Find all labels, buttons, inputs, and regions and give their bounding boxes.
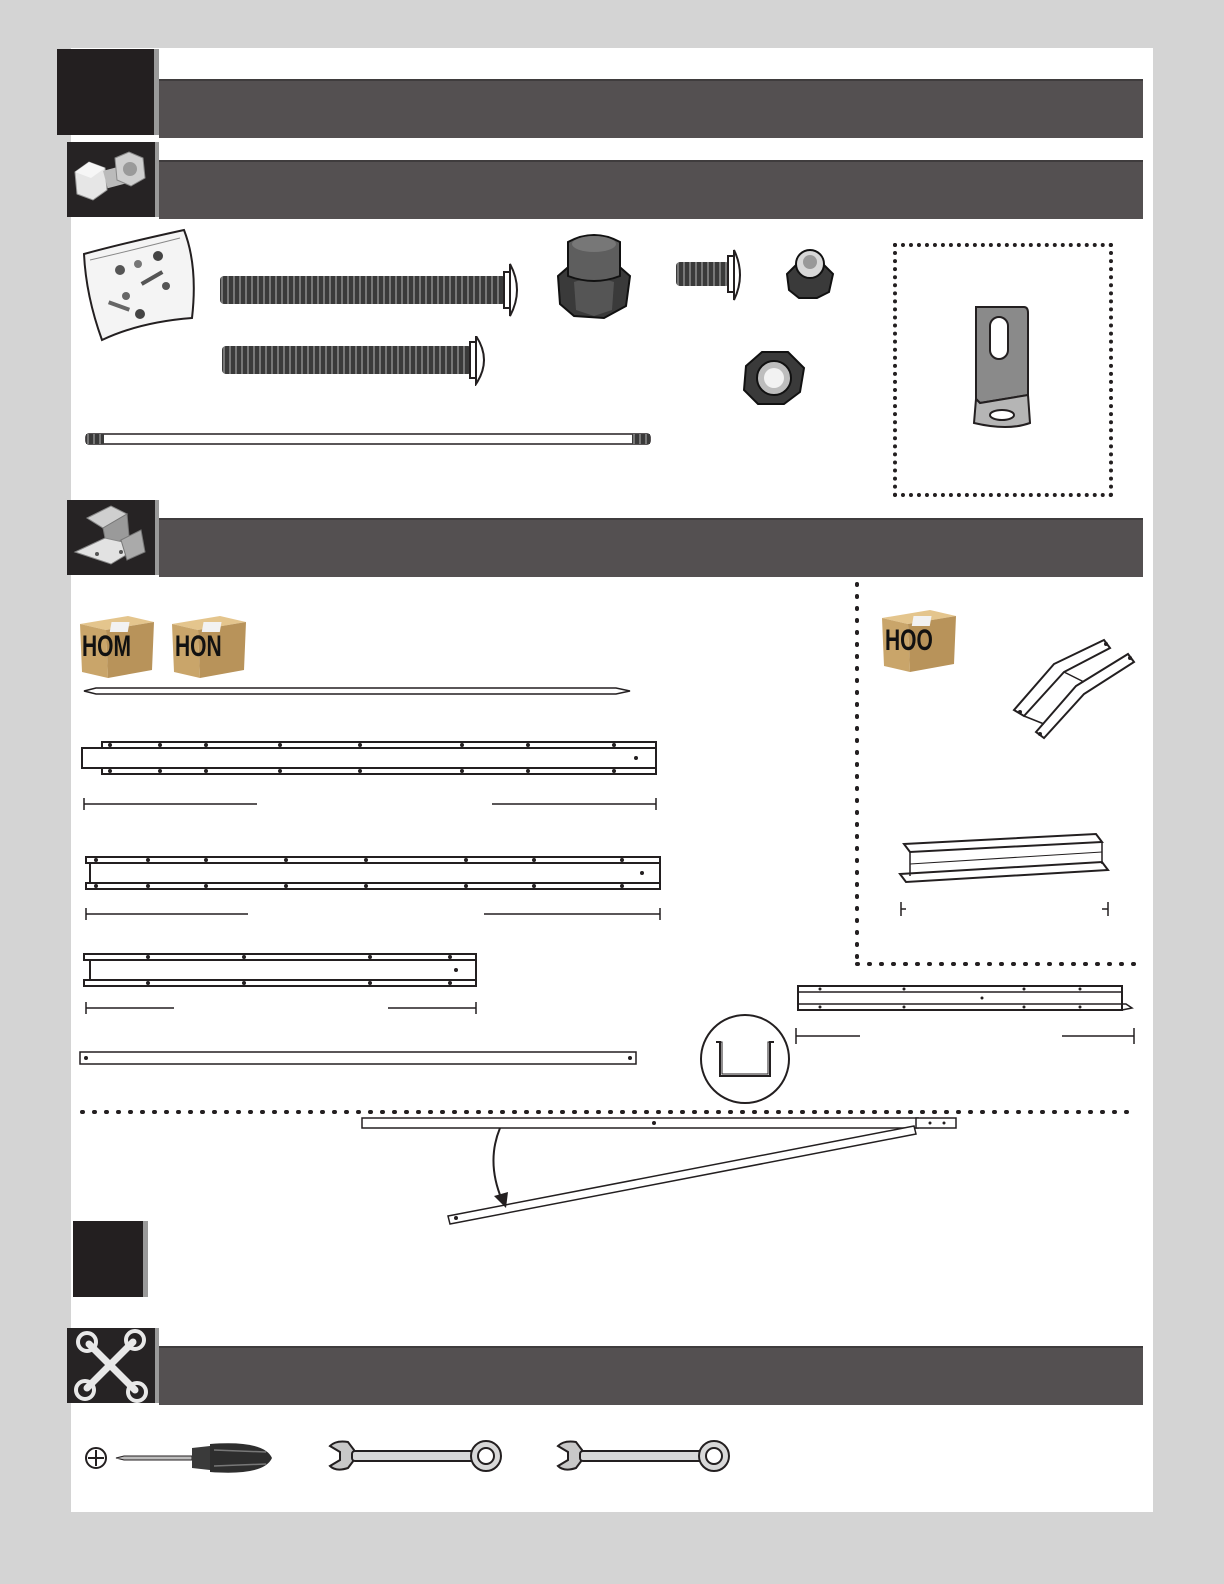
- side-channel-dimension: [794, 1026, 1138, 1046]
- long-channel-2-dimension: [84, 906, 664, 922]
- carton-hoo-label: HOO: [885, 624, 933, 657]
- angled-bracket-illustration: [1010, 636, 1136, 740]
- long-channel-illustration: [80, 740, 660, 776]
- bracket-icon: [67, 500, 155, 575]
- small-cap-nut-illustration: [783, 244, 837, 300]
- long-channel-2-illustration: [82, 855, 664, 891]
- step-number-box: [57, 49, 154, 135]
- combination-wrench-icon: [326, 1438, 504, 1474]
- long-bolt-illustration: [218, 260, 528, 320]
- substep-number-box: [73, 1221, 143, 1297]
- tools-title-bar: [159, 1346, 1143, 1405]
- nut-bolt-icon: [67, 142, 155, 217]
- l-bracket-illustration: [968, 303, 1034, 433]
- long-channel-dimension: [82, 796, 660, 812]
- hoo-channel-illustration: [896, 830, 1114, 886]
- hardware-bag-illustration: [80, 226, 200, 344]
- short-screw-illustration: [674, 246, 746, 304]
- phillips-screwdriver-icon: [84, 1438, 276, 1478]
- carton-hom-label: HOM: [82, 630, 131, 663]
- short-channel-illustration: [82, 952, 480, 988]
- channel-profile-detail: [698, 1012, 792, 1106]
- short-channel-dimension: [84, 1000, 480, 1016]
- threaded-rod-illustration: [84, 430, 654, 448]
- parts-title-bar: [159, 518, 1143, 577]
- side-channel-illustration: [796, 980, 1138, 1016]
- step-title-bar: [159, 79, 1143, 138]
- lock-nut-illustration: [738, 346, 808, 410]
- parts-icon-box: [67, 500, 155, 575]
- tools-icon-box: [67, 1328, 155, 1403]
- cap-nut-illustration: [552, 232, 636, 322]
- carton-hon-label: HON: [175, 630, 222, 663]
- folding-rail-illustration: [360, 1116, 960, 1228]
- flat-bar-illustration: [78, 1050, 640, 1068]
- thin-rod-illustration: [82, 684, 632, 698]
- combination-wrench-2-icon: [554, 1438, 732, 1474]
- hoo-channel-dimension: [898, 900, 1114, 918]
- hardware-title-bar: [159, 160, 1143, 219]
- wrench-tools-icon: [67, 1328, 155, 1403]
- hardware-icon-box: [67, 142, 155, 217]
- medium-bolt-illustration: [220, 336, 495, 386]
- section-separator: [80, 1108, 1132, 1116]
